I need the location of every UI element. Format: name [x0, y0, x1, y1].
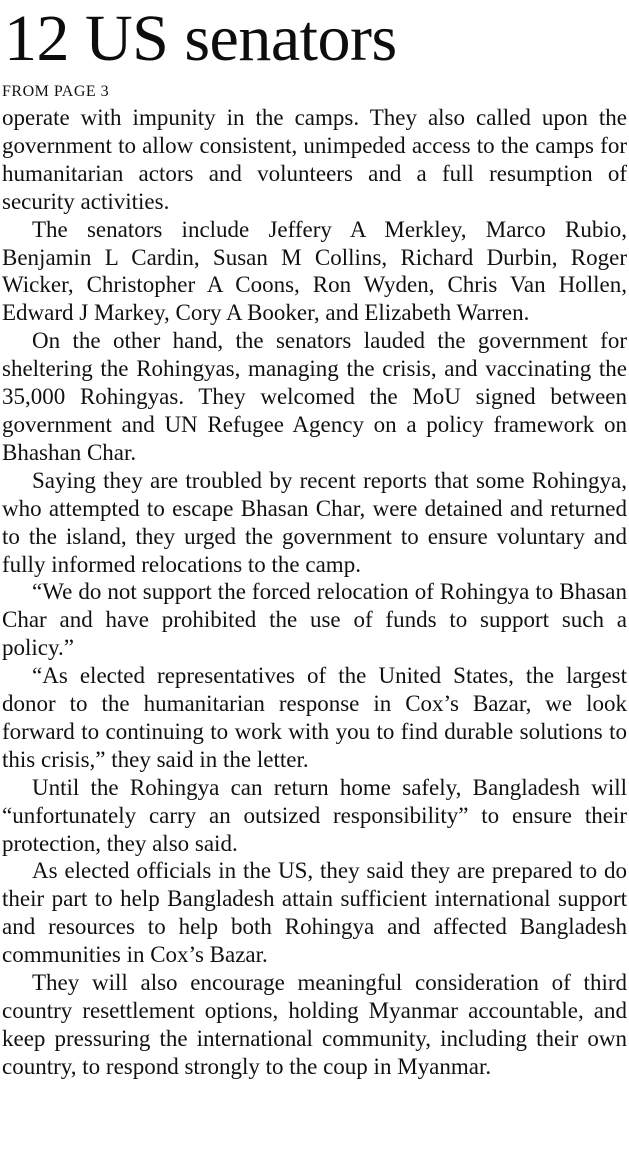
article-paragraph: As elected officials in the US, they said they are prepared to do their part to help Bangladesh attain sufficient international support and resources to help both Rohingya and affected Bangladesh communities in Cox’s Bazar.	[2, 858, 627, 968]
article-paragraph: “We do not support the forced relocation of Rohingya to Bhasan Char and have prohibited the use of funds to support such a policy.”	[2, 579, 627, 661]
article-paragraph: operate with impunity in the camps. They also called upon the government to allow consistent, unimpeded access to the camps for humanitarian actors and volunteers and a full resumption of security activities.	[2, 105, 627, 214]
article-paragraph: The senators include Jeffery A Merkley, Marco Rubio, Benjamin L Cardin, Susan M Collins, Richard Durbin, Roger Wicker, Christopher A Coons, Ron Wyden, Chris Van Hollen, Edward J Markey, Cory A Booker, and Elizabeth Warren.	[2, 216, 627, 326]
article-paragraph: They will also encourage meaningful consideration of third country resettlement options, holding Myanmar accountable, and keep pressuring the international community, including their own country, to respond strongly to the coup in Myanmar.	[2, 970, 627, 1079]
continuation-label: FROM PAGE 3	[2, 83, 110, 100]
article-paragraph: Until the Rohingya can return home safely, Bangladesh will “unfortunately carry an outsized responsibility” to ensure their protection, they also said.	[2, 774, 627, 856]
article-paragraph: Saying they are troubled by recent reports that some Rohingya, who attempted to escape Bhasan Char, were detained and returned to the island, they urged the government to ensure voluntary and fully informed relocations to the camp.	[2, 467, 627, 577]
article-paragraph: “As elected representatives of the United States, the largest donor to the humanitarian response in Cox’s Bazar, we look forward to continuing to work with you to find durable solutions to this crisis,” they said in the letter.	[2, 663, 627, 772]
article-headline: 12 US senators	[4, 2, 397, 75]
article-body	[0, 104, 629, 1081]
article-paragraph: On the other hand, the senators lauded the government for sheltering the Rohingyas, managing the crisis, and vaccinating the 35,000 Rohingyas. They welcomed the MoU signed between government and UN Refugee Agency on a policy framework on Bhashan Char.	[2, 328, 627, 465]
